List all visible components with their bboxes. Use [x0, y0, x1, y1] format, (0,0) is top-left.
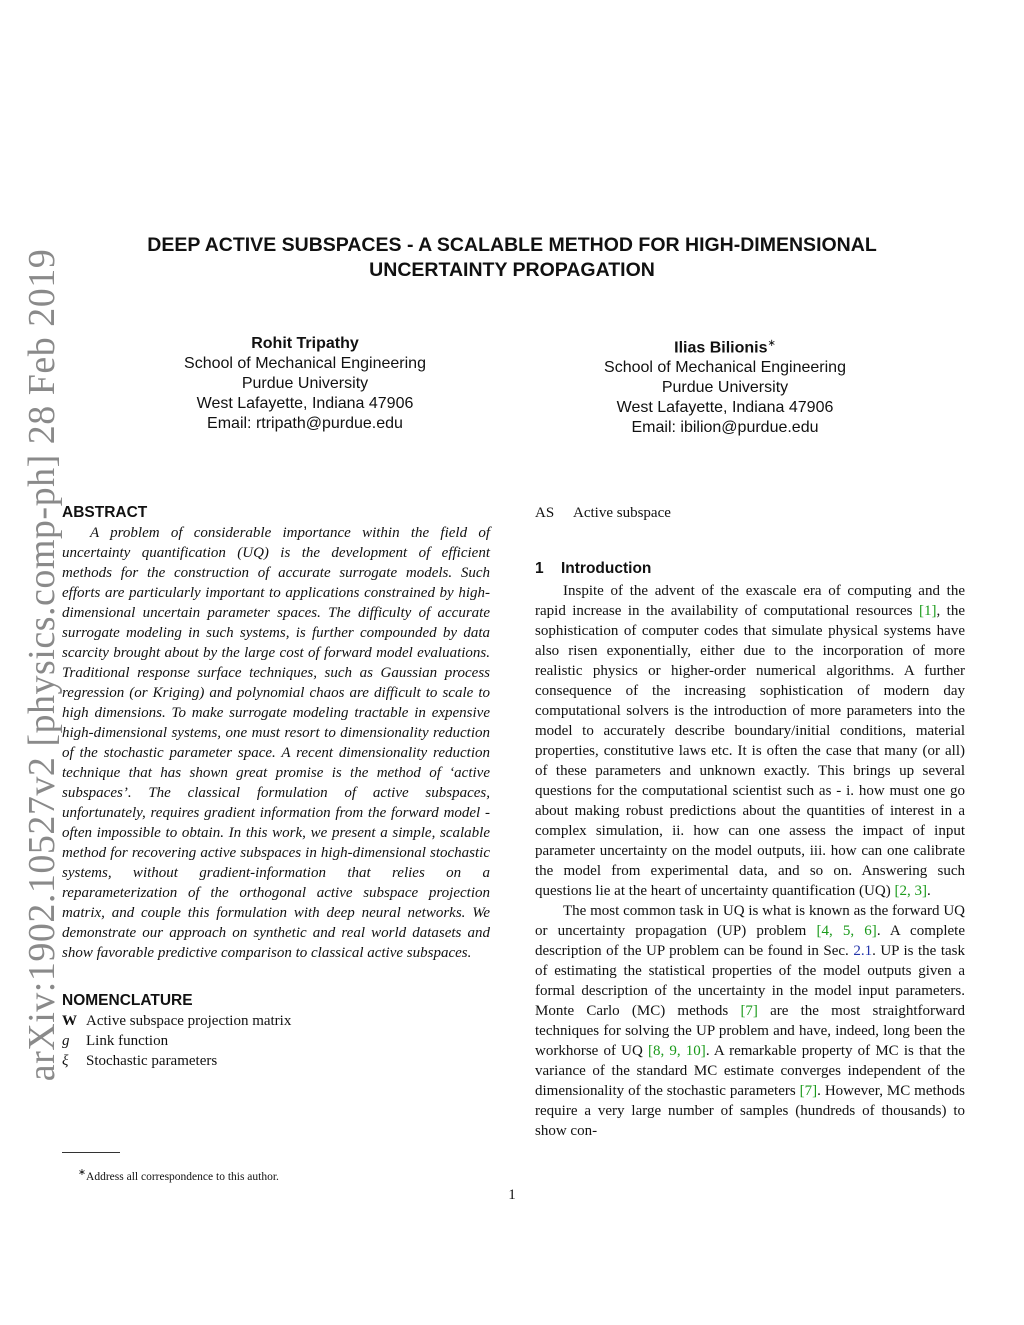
corresponding-author-marker: ∗ — [767, 338, 776, 349]
arxiv-identifier: arXiv:1902.10527v2 [physics.comp-ph] 28 Feb 2019 — [21, 248, 63, 1082]
nomenclature-symbol: ξ — [62, 1053, 69, 1069]
nomenclature-item — [62, 1051, 490, 1071]
paper-title — [90, 233, 934, 283]
nomenclature-symbol: g — [62, 1033, 70, 1049]
right-column — [535, 503, 965, 1141]
page-number: 1 — [508, 1187, 516, 1203]
intro-text: . A complete description of the UP problem can be found in Sec. — [535, 923, 966, 959]
citation-link[interactable]: [1] — [918, 603, 937, 619]
nomenclature-description: Link function — [86, 1033, 169, 1049]
nomenclature-heading: NOMENCLATURE — [62, 992, 193, 1009]
citation-link[interactable]: [7] — [740, 1003, 758, 1019]
intro-paragraph-2 — [535, 901, 965, 1141]
author-location: West Lafayette, Indiana 47906 — [616, 399, 834, 417]
abstract-text: A problem of considerable importance within the field of uncertainty quantification (UQ) is the development of efficient methods for the construction of accurate surrogate models. Such efforts are particularly important to applications constrained by high-dimensional uncertain parameter spaces. The difficulty of accurate surrogate modeling in such systems, is further compounded by data scarcity brought about by the large cost of forward model evaluations. Traditional response surface techniques, such as Gaussian process regression (or Kriging) and polynomial chaos are difficult to scale to high dimensions. To make surrogate modeling tractable in expensive high-dimensional systems, one must resort to dimensionality reduction of the stochastic parameter space. A recent dimensionality reduction technique that has shown great promise is the method of ‘active subspaces’. The classical formulation of active subspaces, unfortunately, requires gradient information from the forward model - often impossible to obtain. In this work, we present a simple, scalable method for recovering active subspaces in high-dimensional stochastic systems, without gradient-information that relies on a reparameterization of the orthogonal active subspace projection matrix, and couple this formulation with deep neural networks. We demonstrate our approach on synthetic and real world datasets and show favorable predictive comparison to classical active subspaces. — [62, 525, 490, 961]
citation-link[interactable]: [8, 9, 10] — [647, 1043, 706, 1059]
intro-paragraph-1 — [535, 581, 965, 901]
author-affiliation: School of Mechanical Engineering — [604, 359, 846, 377]
author-university: Purdue University — [241, 375, 369, 392]
author-location: West Lafayette, Indiana 47906 — [196, 395, 414, 412]
nomenclature-item — [535, 503, 965, 523]
intro-text: , the sophistication of computer codes that simulate physical systems have also risen exponentially, either due to the incorporation of more realistic physics or higher-order numerical algorithms. A further consequence of the increasing sophistication of modern day computational solvers is the introduction of more parameters into the model to accurately describe boundary/initial conditions, material properties, constitutive laws etc. It is often the case that many (or all) of these parameters and unknown exactly. This brings up several questions for the computational scientist such as - i. how must one go about making robust predictions about the quantities of interest in a complex simulation, ii. how can one assess the impact of input parameter uncertainty on the model outputs, iii. how can one calibrate the model from experimental data, and so on. Answering such questions lie at the heart of uncertainty quantification (UQ) — [535, 603, 965, 899]
intro-text: Inspite of the advent of the exascale era of computing and the rapid increase in the availability of computational resources — [535, 583, 965, 619]
title-line-1: DEEP ACTIVE SUBSPACES - A SCALABLE METHOD FOR HIGH-DIMENSIONAL — [147, 234, 877, 256]
author-university: Purdue University — [661, 379, 789, 397]
abstract-heading: ABSTRACT — [62, 504, 148, 521]
citation-link[interactable]: [2, 3] — [894, 883, 927, 899]
intro-text: . — [926, 883, 931, 899]
nomenclature-description: Active subspace — [573, 505, 671, 521]
nomenclature-description: Stochastic parameters — [86, 1053, 218, 1069]
author-email: Email: rtripath@purdue.edu — [207, 415, 403, 432]
footnote — [62, 1166, 508, 1184]
author-block-2 — [535, 334, 915, 438]
intro-text: . UP is the task of estimating the statistical properties of the model outputs given a formal description of the uncertainty in the model input parameters. Monte Carlo (MC) methods — [535, 943, 965, 1019]
citation-link[interactable]: [7] — [799, 1083, 818, 1099]
introduction-heading — [535, 559, 965, 579]
footnote-marker: ∗ — [78, 1167, 87, 1178]
footnote-divider — [62, 1152, 120, 1153]
author-block-1 — [115, 334, 495, 434]
footnote-text: Address all correspondence to this author. — [86, 1170, 279, 1183]
author-name: Ilias Bilionis — [674, 339, 768, 357]
section-reference-link[interactable]: 2.1 — [853, 943, 873, 959]
author-name-row — [535, 334, 915, 358]
nomenclature-symbol: AS — [535, 505, 555, 521]
author-affiliation: School of Mechanical Engineering — [184, 355, 426, 372]
intro-text: . A remarkable property of MC is that the variance of the standard MC estimate converges independent of the dimensionality of the stochastic parameters — [535, 1043, 965, 1099]
citation-link[interactable]: [4, 5, 6] — [816, 923, 877, 939]
intro-text: . However, MC methods require a very large number of samples (hundreds of thousands) to show con- — [535, 1083, 965, 1139]
author-email: Email: ibilion@purdue.edu — [631, 419, 819, 437]
title-line-2: UNCERTAINTY PROPAGATION — [369, 259, 655, 281]
nomenclature-symbol: W — [62, 1013, 77, 1029]
nomenclature-item — [62, 1011, 490, 1031]
left-column — [62, 503, 490, 1071]
author-name: Rohit Tripathy — [251, 335, 359, 352]
intro-text: are the most straightforward techniques for solving the UP problem and have, indeed, long been the workhorse of UQ — [535, 1003, 965, 1059]
nomenclature-item — [62, 1031, 490, 1051]
section-number: 1 — [535, 560, 544, 577]
intro-text: The most common task in UQ is what is known as the forward UQ or uncertainty propagation (UP) problem — [535, 903, 965, 939]
section-title: Introduction — [561, 560, 652, 577]
nomenclature-description: Active subspace projection matrix — [86, 1013, 292, 1029]
